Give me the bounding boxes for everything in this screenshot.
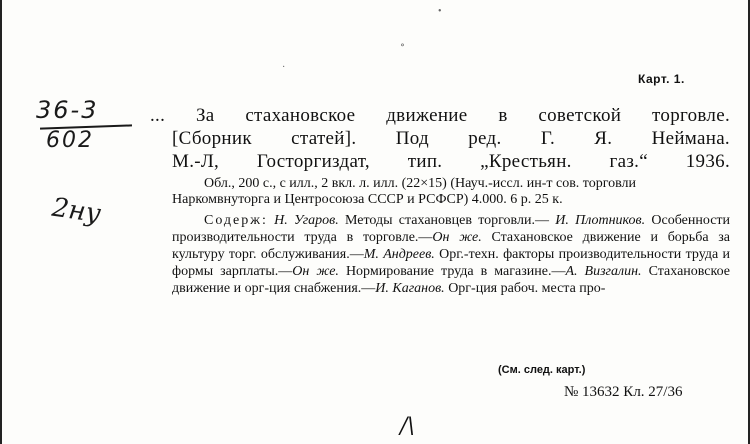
ink-spot: · (282, 62, 286, 73)
shelfmark-top: 36-3 (36, 96, 99, 124)
title-line: ... За стахановское движение в советской торговле. (150, 105, 730, 126)
handwritten-note: 2ну (50, 192, 103, 230)
call-number: № 13632 Кл. 27/36 (564, 384, 683, 400)
page-mark: /\ (400, 414, 415, 439)
physical-description: Обл., 200 с., с илл., 2 вкл. л. илл. (22×15) (Науч.-иссл. ин-т сов. торговли Наркомвнуторга и Центросоюза СССР и РСФСР) 4.000. 6 р. 25 к. (172, 176, 637, 207)
contents-author: М. Андреев. (363, 247, 435, 262)
contents-author: Он же. (292, 264, 339, 279)
card-number: Карт. 1. (638, 72, 685, 86)
continuation-note: (См. след. карт.) (498, 364, 586, 376)
contents-title: Стахановское движение и борьба за культуру торг. обслуживания.— (172, 230, 731, 262)
contents-author: И. Каганов. (375, 281, 445, 296)
contents-label: Содерж: (204, 213, 268, 228)
contents-note (150, 212, 730, 297)
contents-author: Он же. (432, 230, 482, 245)
contents-author: А. Визгалин. (565, 264, 642, 279)
shelfmark-bottom: 602 (46, 128, 94, 153)
contents-title: Орг-ция рабоч. места про- (444, 281, 606, 296)
ink-spot: • (438, 6, 442, 17)
contents-title: Методы стахановцев торговли.— (338, 213, 556, 228)
shelfmark (36, 96, 136, 153)
contents-title: Орг.-техн. факторы производительности труда и формы зарплаты.— (172, 247, 730, 279)
contents-title: Нормирование труда в магазине.— (338, 264, 566, 279)
contents-author: Н. Угаров. (274, 213, 339, 228)
contents-author: И. Плотников. (555, 213, 646, 228)
title-block (150, 104, 730, 173)
title-line: [Сборник статей]. Под ред. Г. Я. Неймана. (172, 128, 730, 149)
title-line: М.-Л, Госторгиздат, тип. „Крестьян. газ.“ 1936. (172, 151, 730, 172)
ink-spot: ∘ (400, 40, 405, 51)
contents-title: Особенности производительности труда в торговле.— (172, 213, 731, 245)
bibliographic-entry (150, 104, 730, 297)
contents-title: Стахановское движение и орг-ция снабжения.— (172, 264, 730, 296)
